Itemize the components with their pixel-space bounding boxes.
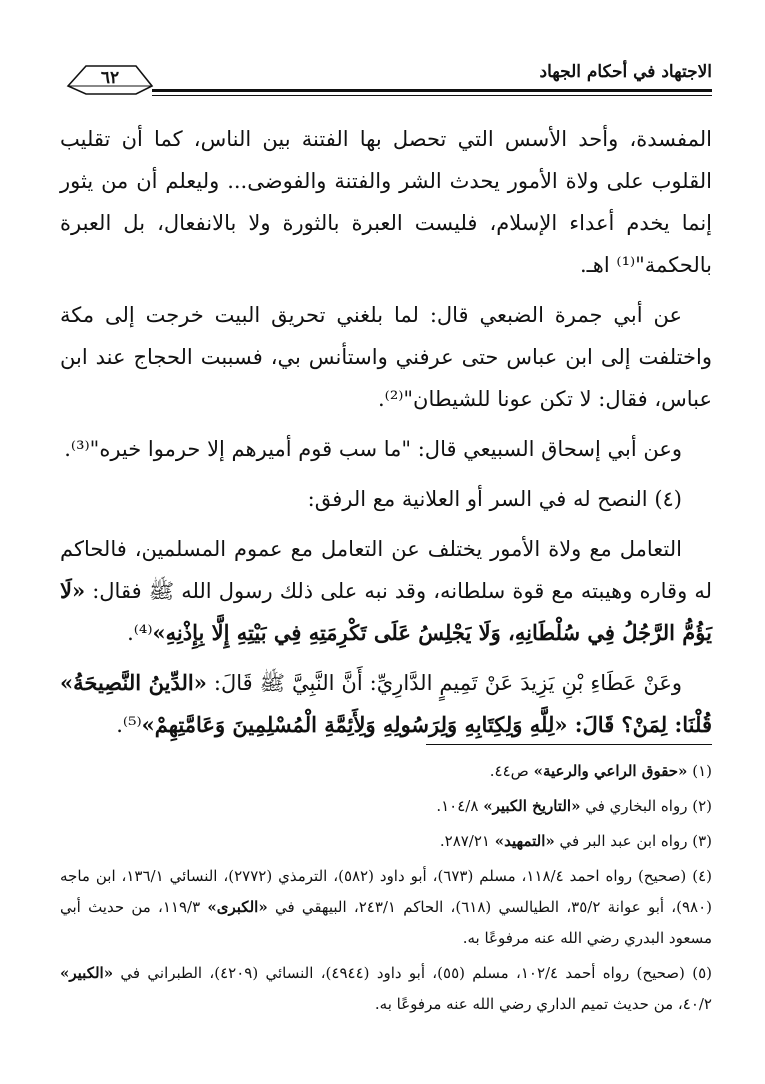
footnote-text: ١١٩/٣، من حديث أبي مسعود البدري رضي الله عنه مرفوعًا به. (60, 898, 712, 947)
footnote-2 (60, 791, 712, 822)
page-number: ٦٢ (100, 68, 120, 88)
section-heading: (٤) النصح له في السر أو العلانية مع الرفق: (307, 487, 682, 511)
page-number-badge (66, 60, 154, 98)
footnote-text: ٤٠/٢، من حديث تميم الداري رضي الله عنه مرفوعًا به. (374, 995, 712, 1013)
footnote-number: (١) (692, 762, 712, 780)
footnote-source: «الكبير» (60, 964, 114, 982)
paragraph-5-text: وعَنْ عَطَاءِ بْنِ يَزِيدَ عَنْ تَمِيمٍ الدَّارِيِّ: أَنَّ النَّبِيَّ ﷺ قَالَ: (206, 671, 682, 695)
footnote-text: ٢٨٧/٢١. (439, 832, 495, 850)
footnote-number: (٣) (692, 832, 712, 850)
footnote-5 (60, 958, 712, 1020)
header-rule-thick (152, 89, 712, 92)
footnote-source: «التمهيد» (494, 832, 555, 850)
footnote-text: (صحيح) رواه احمد ١١٨/٤، مسلم (٦٧٣)، أبو داود (٥٨٢)، الترمذي (٢٧٧٢)، النسائي ١٣٦/١، ابن ماجه (٩٨٠)، أبو عوانة ٣٥/٢، الطيالسي (٦١٨)، الحاكم ٢٤٣/١، البيهقي في (60, 867, 712, 916)
paragraph-3: وعن أبي إسحاق السبيعي قال: "ما سب قوم أميرهم إلا حرموا خيره"⁽³⁾. (64, 437, 682, 461)
footnote-source: «حقوق الراعي والرعية» (533, 762, 688, 780)
footnote-number: (٤) (692, 867, 712, 885)
footnote-number: (٢) (692, 797, 712, 815)
footnote-text: ص٤٤. (489, 762, 534, 780)
footnote-separator (426, 744, 712, 745)
footnote-1 (60, 756, 712, 787)
footnote-text: رواه البخاري في (580, 797, 693, 815)
footnotes (60, 756, 712, 1024)
running-title: الاجتهاد في أحكام الجهاد (539, 62, 712, 82)
page-header (60, 60, 712, 104)
hadith-quote-1: «لَا يَؤُمُّ الرَّجُلُ فِي سُلْطَانِهِ، وَلَا يَجْلِسُ عَلَى تَكْرِمَتِهِ فِي بَيْتِهِ إِلَّا بِإِذْنِهِ» (60, 578, 712, 645)
paragraph-4 (60, 528, 712, 654)
hadith-quote-2: «الدِّينُ النَّصِيحَةُ» قُلْنَا: لِمَنْ؟ قَالَ: «لِلَّهِ وَلِكِتَابِهِ وَلِرَسُولِهِ وَلِأَئِمَّةِ الْمُسْلِمِينَ وَعَامَّتِهِمْ» (60, 670, 712, 737)
paragraph-2: عن أبي جمرة الضبعي قال: لما بلغني تحريق البيت خرجت إلى مكة واختلفت إلى ابن عباس حتى عرفني واستأنس بي، فسببت الحجاج عند ابن عباس، فقال: لا تكن عونا للشيطان"⁽²⁾. (60, 303, 712, 411)
footnote-ref-5: ⁽⁵⁾. (116, 713, 142, 737)
paragraph-5 (60, 662, 712, 746)
paragraph-1: المفسدة، وأحد الأسس التي تحصل بها الفتنة بين الناس، كما أن تقليب القلوب على ولاة الأمور يحدث الشر والفتنة والفوضى... وليعلم أن من يثور إنما يخدم أعداء الإسلام، فليست العبرة بالثورة ولا بالانفعال، بل العبرة بالحكمة"⁽¹⁾ اهـ. (60, 127, 712, 277)
main-text (60, 118, 712, 746)
footnote-ref-4: ⁽⁴⁾. (127, 621, 153, 645)
footnote-source: «التاريخ الكبير» (483, 797, 581, 815)
header-rule-thin (152, 95, 712, 96)
footnote-4 (60, 861, 712, 954)
footnote-number: (٥) (692, 964, 712, 982)
footnote-text: (صحيح) رواه أحمد ١٠٢/٤، مسلم (٥٥)، أبو داود (٤٩٤٤)، النسائي (٤٢٠٩)، الطبراني في (113, 964, 693, 982)
footnote-source: «الكبرى» (207, 898, 268, 916)
footnote-text: ١٠٤/٨. (436, 797, 484, 815)
footnote-3 (60, 826, 712, 857)
paragraph-4-text: التعامل مع ولاة الأمور يختلف عن التعامل مع عموم المسلمين، فالحاكم له وقاره وهيبته مع قوة سلطانه، وقد نبه على ذلك رسول الله ﷺ فقال: (60, 537, 712, 603)
footnote-text: رواه ابن عبد البر في (554, 832, 693, 850)
